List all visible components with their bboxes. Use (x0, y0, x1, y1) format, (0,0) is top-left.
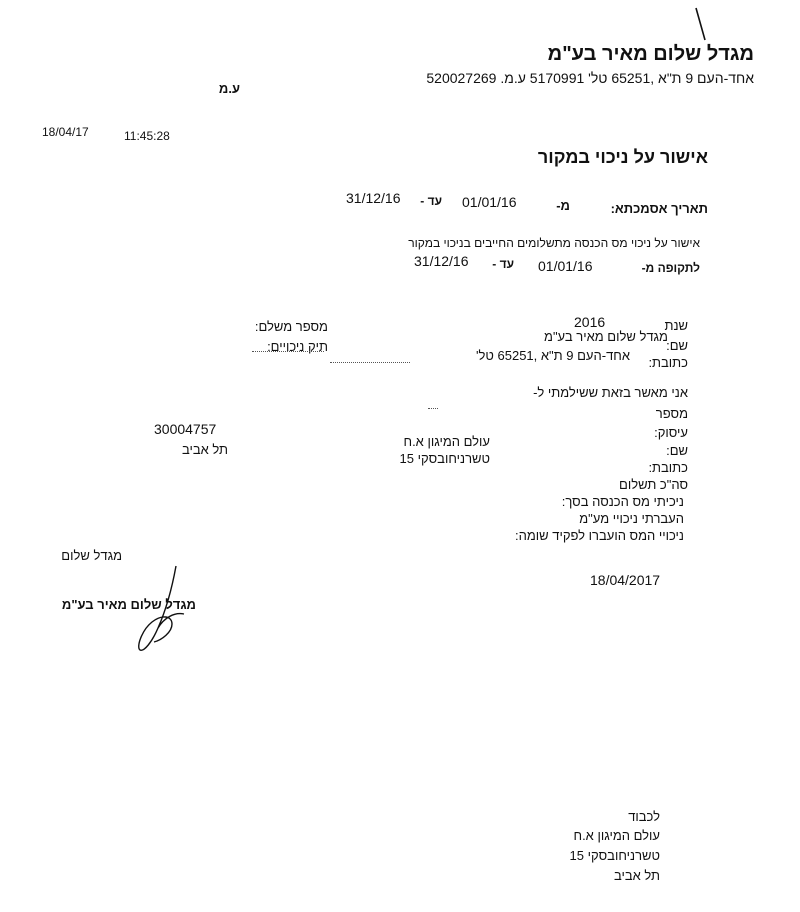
corner-mark (694, 6, 708, 42)
recipient-number-label: מספר (655, 406, 688, 421)
deduction-file-blank (252, 351, 324, 352)
payer-address: אחד-העם 9 ת"א ,65251 טל' (476, 348, 630, 363)
print-time: 11:45:28 (124, 129, 170, 143)
recipient-address-label: כתובת: (648, 460, 688, 475)
payer-name-label: שם: (666, 338, 688, 353)
company-name: מגדל שלום מאיר בע"מ (547, 43, 754, 65)
payer-address-label: כתובת: (648, 355, 688, 370)
statement-text: אישור על ניכוי מס הכנסה מתשלומים החייבים בניכוי במקור (408, 236, 700, 250)
payer-phone-blank (330, 362, 410, 363)
reference-to-date: 31/12/16 (346, 190, 401, 206)
stamp-company-name: מגדל שלום מאיר בע"מ (61, 597, 196, 612)
handwritten-signature (132, 562, 190, 658)
tax-id: 520027269 (426, 70, 497, 86)
print-date: 18/04/17 (42, 125, 89, 139)
recipient-business-label: עיסוק: (654, 425, 688, 440)
reference-from-label: מ- (556, 198, 570, 213)
vat-deduction-label: העברתי ניכויי מע"מ (579, 511, 684, 526)
side-mark: ע.מ (218, 81, 240, 96)
reference-from-date: 01/01/16 (462, 194, 517, 210)
period-label: לתקופה מ- (641, 261, 700, 275)
reference-date-label: תאריך אסמכתא: (610, 201, 708, 216)
signature-date: 18/04/2017 (590, 572, 661, 588)
tax-deducted-label: ניכיתי מס הכנסה בסך: (561, 494, 684, 509)
reference-to-label: עד - (420, 194, 442, 208)
payer-year: 2016 (574, 314, 606, 330)
addressee-name: עולם המיגון א.ח (573, 828, 660, 843)
recipient-intro: אני מאשר בזאת ששילמתי ל- (533, 385, 688, 400)
payer-year-label: שנת (664, 318, 688, 333)
recipient-name-label: שם: (666, 443, 688, 458)
stamp-top-text: מגדל שלום (61, 548, 122, 563)
payer-name: מגדל שלום מאיר בע"מ (544, 329, 668, 344)
tax-id-label: ע.מ. (500, 70, 526, 86)
company-address: אחד-העם 9 ת"א ,65251 טל' 5170991 (529, 70, 754, 86)
recipient-number: 30004757 (154, 421, 217, 437)
recipient-intro-blank (428, 408, 438, 409)
tax-transferred-label: ניכויי המס הועברו לפקיד שומה: (514, 528, 684, 543)
company-address-line (426, 71, 754, 85)
period-to-date: 31/12/16 (414, 253, 469, 269)
deduction-file-label: תיק ניכויים: (267, 339, 328, 354)
period-from-date: 01/01/16 (538, 258, 593, 274)
recipient-street: טשרניחובסקי 15 (399, 451, 490, 466)
total-payment-label: סה"כ תשלום (619, 477, 688, 492)
payer-number-label: מספר משלם: (254, 319, 328, 334)
addressee-to-label: לכבוד (628, 809, 660, 824)
period-to-label: עד - (492, 257, 514, 271)
document-title: אישור על ניכוי במקור (537, 147, 708, 167)
recipient-name: עולם המיגון א.ח (403, 434, 490, 449)
recipient-city: תל אביב (181, 442, 228, 457)
addressee-city: תל אביב (613, 868, 660, 883)
addressee-street: טשרניחובסקי 15 (569, 848, 660, 863)
